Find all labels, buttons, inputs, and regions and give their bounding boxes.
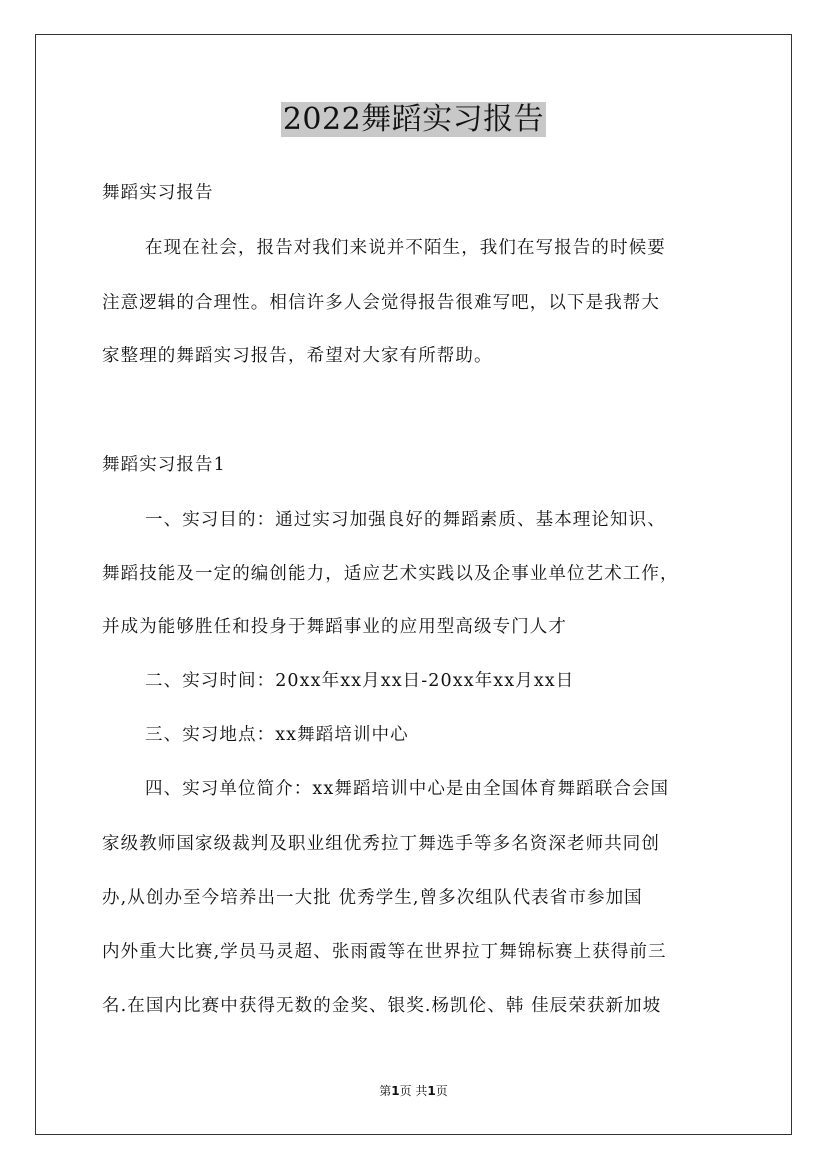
paragraph-line: 在现在社会，报告对我们来说并不陌生，我们在写报告的时候要 <box>145 238 666 258</box>
page-footer <box>0 1083 827 1099</box>
paragraph-line: 家级教师国家级裁判及职业组优秀拉丁舞选手等多名资深老师共同创 <box>102 834 660 854</box>
paragraph-line: 舞蹈技能及一定的编创能力，适应艺术实践以及企事业单位艺术工作， <box>102 564 679 584</box>
paragraph-line: 四、实习单位简介：xx舞蹈培训中心是由全国体育舞蹈联合会国 <box>145 779 670 799</box>
document-title-text: 2022舞蹈实习报告 <box>282 102 545 137</box>
paragraph-line: 注意逻辑的合理性。相信许多人会觉得报告很难写吧，以下是我帮大 <box>102 293 660 313</box>
footer-page-total: 1 <box>427 1084 436 1098</box>
paragraph-line: 名.在国内比赛中获得无数的金奖、银奖.杨凯伦、韩 佳辰荣获新加坡 <box>102 996 662 1016</box>
paragraph-line: 一、实习目的：通过实习加强良好的舞蹈素质、基本理论知识、 <box>145 510 666 530</box>
footer-page-current: 1 <box>391 1084 400 1098</box>
document-title <box>0 100 827 140</box>
paragraph-line: 三、实习地点：xx舞蹈培训中心 <box>145 725 409 745</box>
footer-prefix: 第 <box>379 1084 392 1098</box>
section-heading: 舞蹈实习报告1 <box>102 455 226 475</box>
paragraph-line: 家整理的舞蹈实习报告，希望对大家有所帮助。 <box>102 346 493 366</box>
section-heading: 舞蹈实习报告 <box>102 183 214 203</box>
paragraph-line: 办,从创办至今培养出一大批 优秀学生,曾多次组队代表省市参加国 <box>102 888 643 908</box>
footer-mid: 页 共 <box>399 1084 428 1098</box>
paragraph-line: 并成为能够胜任和投身于舞蹈事业的应用型高级专门人才 <box>102 617 567 637</box>
paragraph-line: 内外重大比赛,学员马灵超、张雨霞等在世界拉丁舞锦标赛上获得前三 <box>102 942 667 962</box>
footer-suffix: 页 <box>435 1084 448 1098</box>
paragraph-line: 二、实习时间：20xx年xx月xx日-20xx年xx月xx日 <box>145 671 575 691</box>
